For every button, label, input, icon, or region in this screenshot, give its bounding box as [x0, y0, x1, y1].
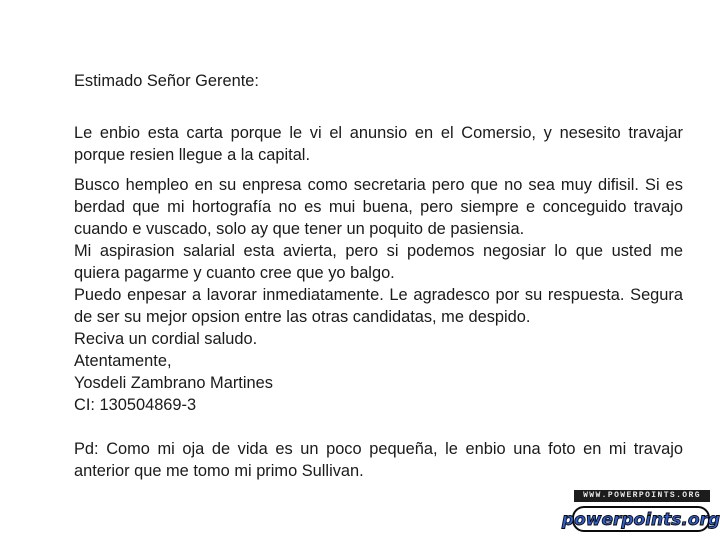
- letter-paragraph-2: Busco hempleo en su enpresa como secretaria pero que no sea muy difisil. Si es berdad que mi hortografía no es mui buena, pero siempre e conceguido travajo cuando e vuscado, solo ay que tener un poquito de pasiensia.: [74, 176, 683, 238]
- letter-id-number: CI: 130504869-3: [74, 396, 197, 414]
- letter-paragraph-1: Le enbio esta carta porque le vi el anunsio en el Comersio, y nesesito travajar porque resien llegue a la capital.: [74, 124, 683, 164]
- letter-signer-name: Yosdeli Zambrano Martines: [74, 374, 273, 392]
- letter-signoff: Atentamente,: [74, 352, 172, 370]
- powerpoints-logo-icon: [561, 505, 720, 533]
- letter-paragraph-4: Puedo enpesar a lavorar inmediatamente. Le agradesco por su respuesta. Segura de ser su mejor opsion entre las otras candidatas, me despido.: [74, 286, 683, 326]
- letter-postscript: Pd: Como mi oja de vida es un poco pequeña, le enbio una foto en mi travajo anterior que me tomo mi primo Sullivan.: [74, 440, 683, 480]
- blank-line: [74, 416, 683, 438]
- powerpoints-watermark: [561, 490, 720, 536]
- letter-greeting: Estimado Señor Gerente:: [74, 72, 259, 90]
- letter-paragraph-3: Mi aspirasion salarial esta avierta, pero si podemos negosiar lo que usted me quiera pagarme y cuanto cree que yo balgo.: [74, 242, 683, 282]
- watermark-url-banner: WWW.POWERPOINTS.ORG: [574, 490, 710, 502]
- watermark-logo-text: powerpoints.org: [561, 510, 720, 530]
- letter-body: [74, 70, 683, 482]
- letter-closing: Reciva un cordial saludo.: [74, 330, 258, 348]
